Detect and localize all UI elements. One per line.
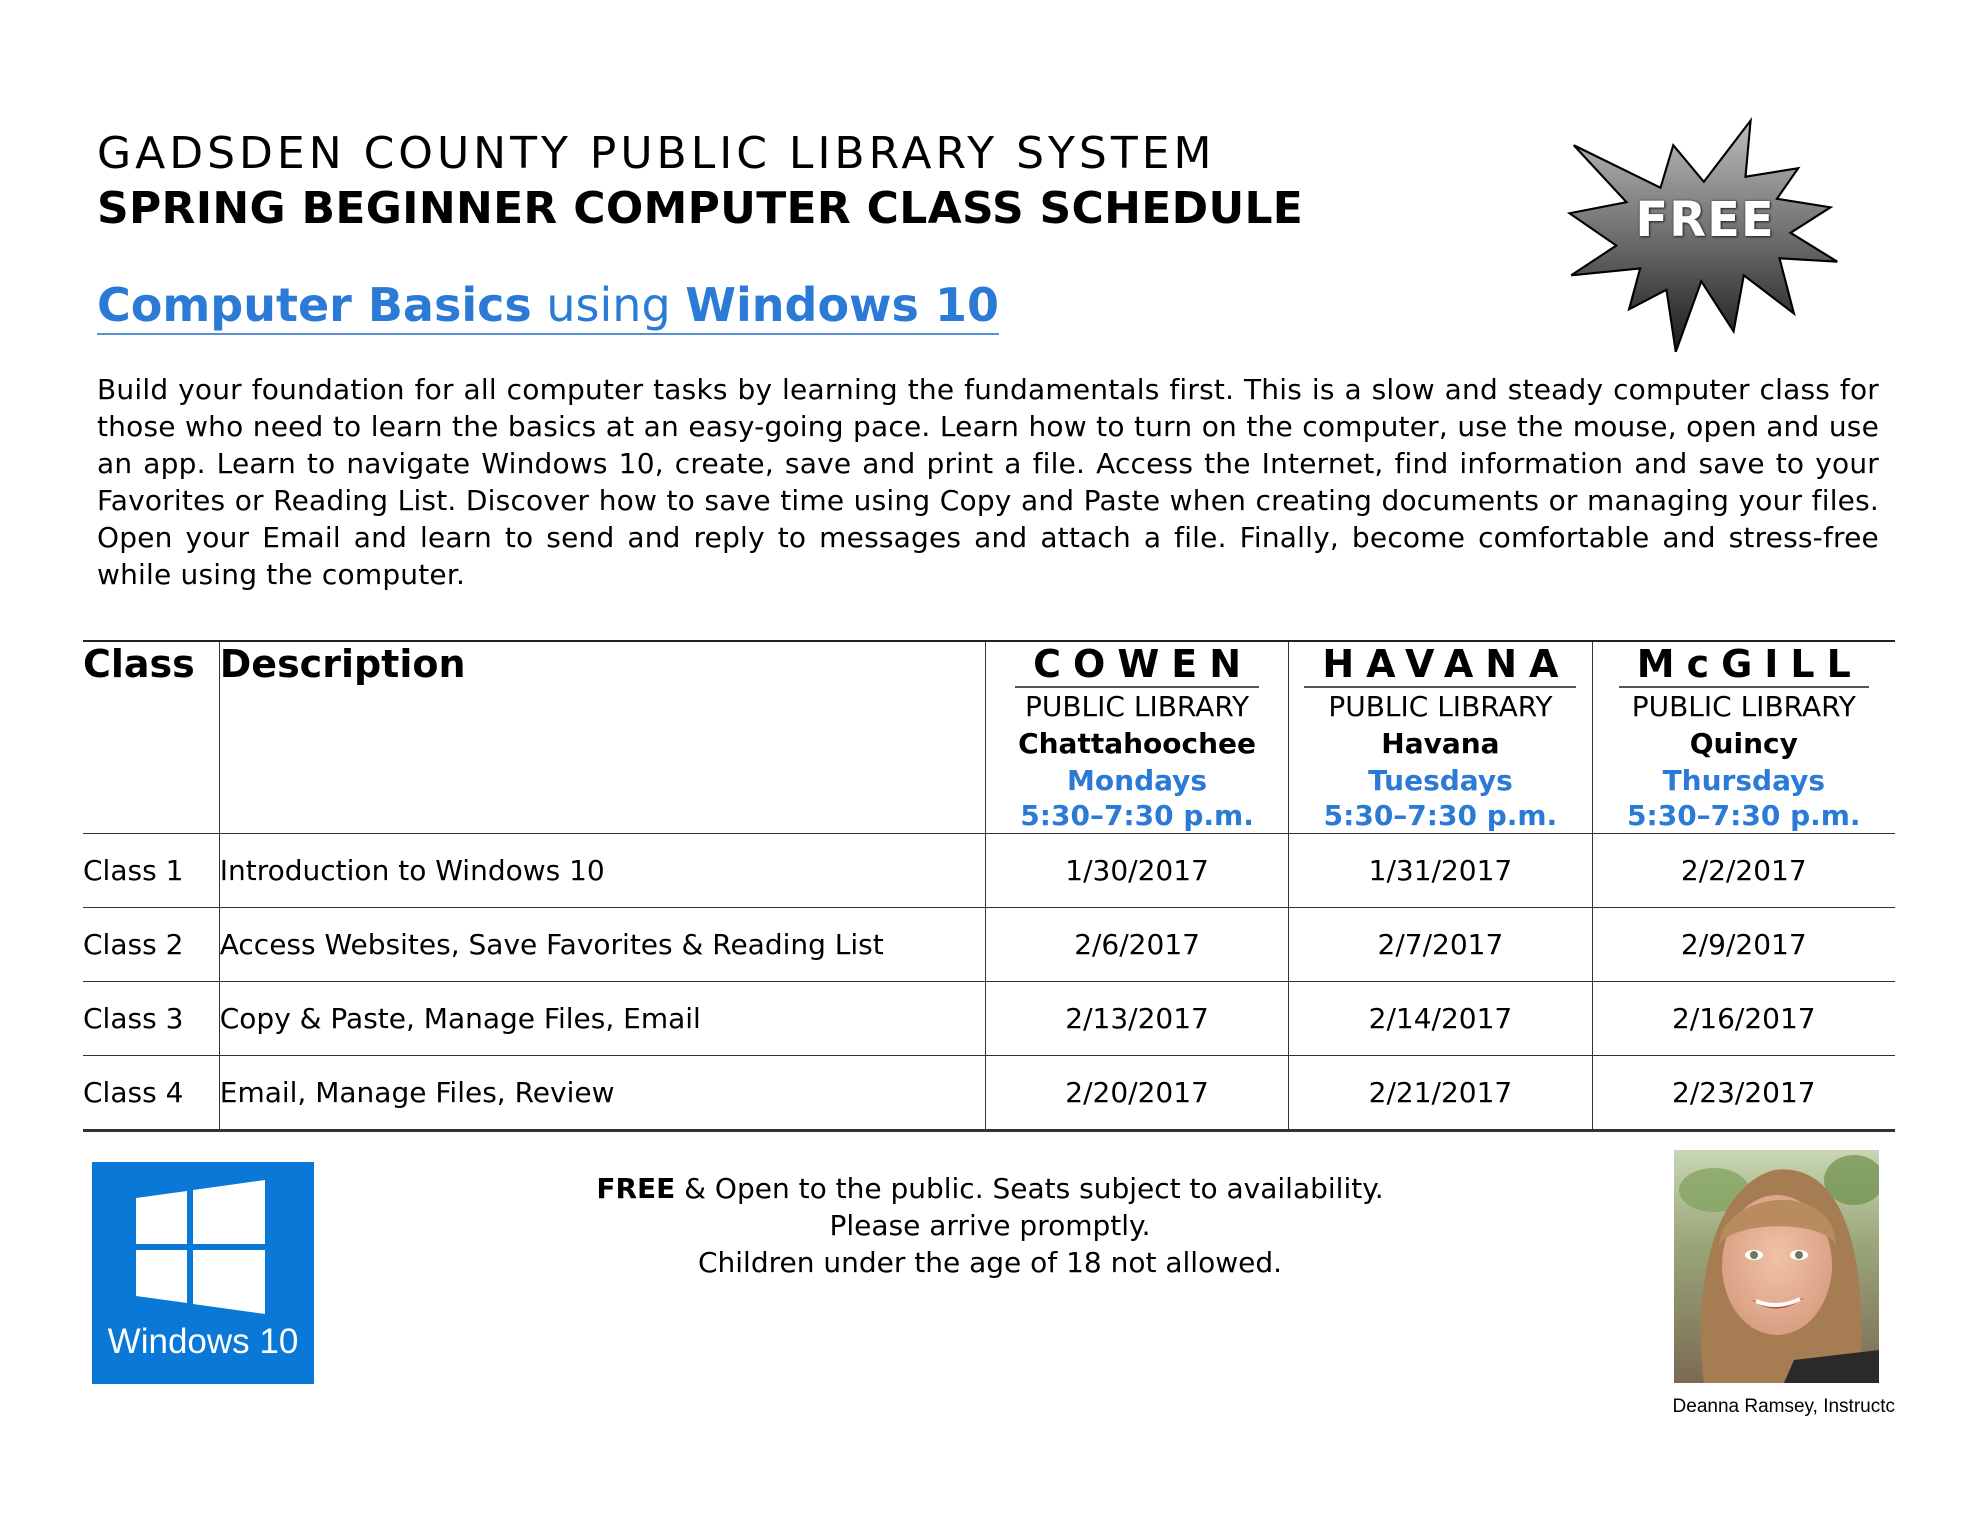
date-cell-havana: 2/14/2017 bbox=[1289, 982, 1592, 1056]
header-library-cowen bbox=[985, 641, 1288, 834]
notice-line2: Please arrive promptly. bbox=[829, 1209, 1151, 1242]
library-city: Chattahoochee bbox=[1018, 727, 1257, 760]
table-row bbox=[83, 1056, 1895, 1131]
windows-10-logo bbox=[92, 1162, 314, 1384]
notice-free: FREE bbox=[596, 1172, 676, 1205]
library-city: Quincy bbox=[1689, 727, 1798, 760]
library-time: 5:30–7:30 p.m. bbox=[1627, 799, 1861, 832]
date-cell-mcgill: 2/16/2017 bbox=[1592, 982, 1895, 1056]
class-cell: Class 2 bbox=[83, 908, 219, 982]
windows-logo-text: Windows 10 bbox=[107, 1322, 299, 1361]
library-name: McGILL bbox=[1619, 642, 1869, 688]
course-title-part3: Windows 10 bbox=[685, 278, 999, 332]
library-subtitle: PUBLIC LIBRARY bbox=[1631, 690, 1856, 723]
notice-text bbox=[430, 1170, 1550, 1281]
header-class: Class bbox=[83, 641, 219, 834]
table-header-row bbox=[83, 641, 1895, 834]
class-cell: Class 1 bbox=[83, 834, 219, 908]
table-row bbox=[83, 908, 1895, 982]
table-row bbox=[83, 834, 1895, 908]
library-name: COWEN bbox=[1015, 642, 1259, 688]
date-cell-cowen: 2/20/2017 bbox=[985, 1056, 1288, 1131]
library-day: Mondays bbox=[1067, 764, 1208, 797]
schedule-title: SPRING BEGINNER COMPUTER CLASS SCHEDULE bbox=[97, 183, 1304, 234]
course-title bbox=[97, 277, 999, 335]
header-description: Description bbox=[219, 641, 985, 834]
library-time: 5:30–7:30 p.m. bbox=[1323, 799, 1558, 832]
table-row bbox=[83, 982, 1895, 1056]
description-cell: Email, Manage Files, Review bbox=[219, 1056, 985, 1131]
description-cell: Introduction to Windows 10 bbox=[219, 834, 985, 908]
course-description: Build your foundation for all computer tasks by learning the fundamentals first. This is a slow and steady computer class for those who need to learn the basics at an easy-going pace. Learn how to turn on the computer, use the mouse, open and use an app. Learn to navigate Windows 10, create, save and print a file. Access the Internet, find information and save to your Favorites or Reading List. Discover how to save time using Copy and Paste when creating documents or managing your files. Open your Email and learn to send and reply to messages and attach a file. Finally, become comfortable and stress-free while using the computer. bbox=[97, 373, 1879, 591]
library-subtitle: PUBLIC LIBRARY bbox=[1024, 690, 1250, 723]
instructor-photo bbox=[1674, 1150, 1879, 1383]
library-time: 5:30–7:30 p.m. bbox=[1020, 799, 1254, 832]
notice-line1: & Open to the public. Seats subject to availability. bbox=[675, 1172, 1384, 1205]
library-city: Havana bbox=[1381, 727, 1500, 760]
date-cell-cowen: 2/13/2017 bbox=[985, 982, 1288, 1056]
notice-line3: Children under the age of 18 not allowed. bbox=[697, 1246, 1283, 1279]
windows-logo-icon bbox=[92, 1162, 314, 1322]
date-cell-havana: 2/21/2017 bbox=[1289, 1056, 1592, 1131]
date-cell-havana: 1/31/2017 bbox=[1289, 834, 1592, 908]
organization-title: GADSDEN COUNTY PUBLIC LIBRARY SYSTEM bbox=[97, 128, 1216, 179]
library-name: HAVANA bbox=[1304, 642, 1576, 688]
class-cell: Class 3 bbox=[83, 982, 219, 1056]
class-cell: Class 4 bbox=[83, 1056, 219, 1131]
date-cell-havana: 2/7/2017 bbox=[1289, 908, 1592, 982]
library-day: Tuesdays bbox=[1368, 764, 1513, 797]
description-cell: Copy & Paste, Manage Files, Email bbox=[219, 982, 985, 1056]
date-cell-mcgill: 2/23/2017 bbox=[1592, 1056, 1895, 1131]
date-cell-cowen: 1/30/2017 bbox=[985, 834, 1288, 908]
library-day: Thursdays bbox=[1662, 764, 1826, 797]
date-cell-cowen: 2/6/2017 bbox=[985, 908, 1288, 982]
date-cell-mcgill: 2/9/2017 bbox=[1592, 908, 1895, 982]
free-badge-label: FREE bbox=[1635, 192, 1775, 248]
library-subtitle: PUBLIC LIBRARY bbox=[1328, 690, 1553, 723]
course-title-part1: Computer Basics bbox=[97, 278, 532, 332]
schedule-table bbox=[83, 640, 1895, 1132]
instructor-caption: Deanna Ramsey, Instructc bbox=[1672, 1396, 1895, 1417]
header-library-havana bbox=[1289, 641, 1592, 834]
course-title-part2: using bbox=[531, 278, 686, 332]
date-cell-mcgill: 2/2/2017 bbox=[1592, 834, 1895, 908]
header-library-mcgill bbox=[1592, 641, 1895, 834]
description-cell: Access Websites, Save Favorites & Reading List bbox=[219, 908, 985, 982]
